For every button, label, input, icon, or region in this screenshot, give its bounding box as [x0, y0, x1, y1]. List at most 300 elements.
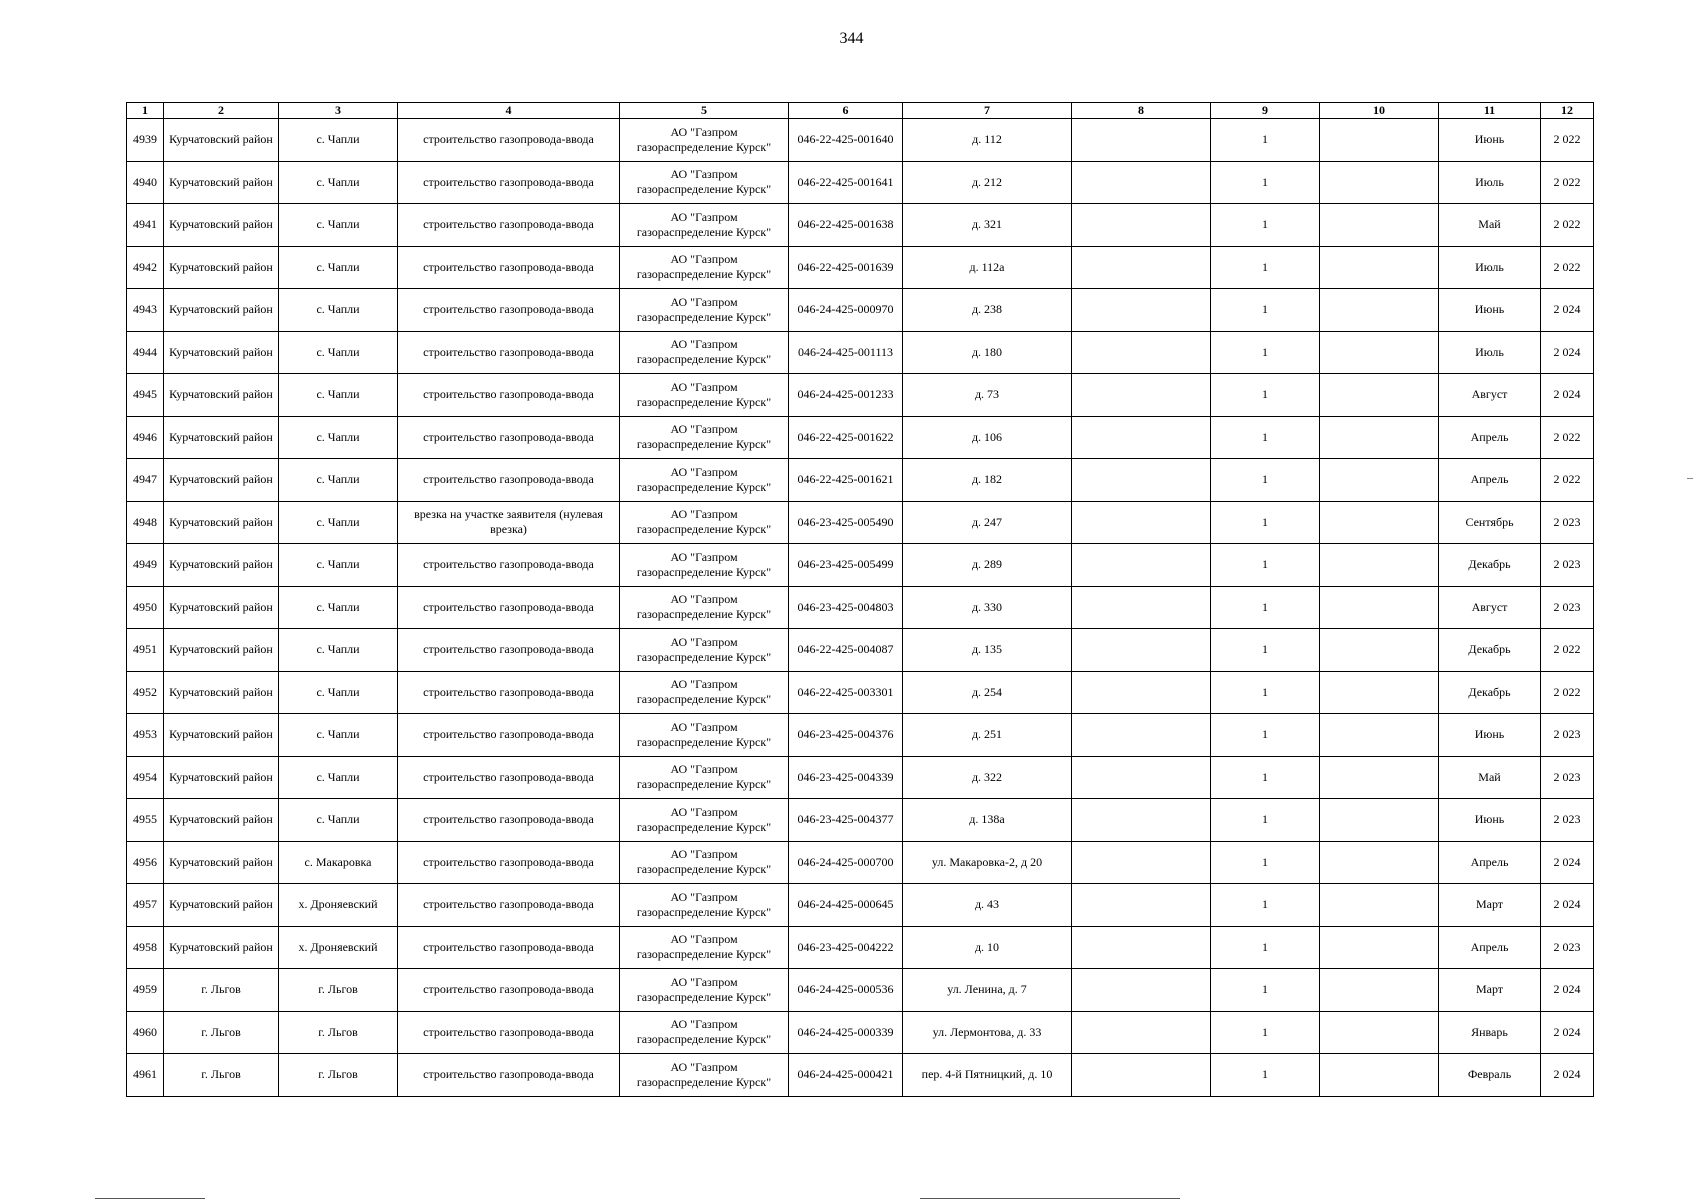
address-cell: д. 112а [903, 246, 1072, 289]
work-type-cell: строительство газопровода-ввода [398, 459, 620, 502]
quantity-cell: 1 [1211, 1011, 1320, 1054]
application-code-cell: 046-22-425-001621 [789, 459, 903, 502]
application-code-cell: 046-23-425-005499 [789, 544, 903, 587]
quantity-cell: 1 [1211, 1054, 1320, 1097]
table-row [127, 1054, 1594, 1097]
table-body [127, 119, 1594, 1097]
year-cell: 2 022 [1541, 671, 1594, 714]
locality-cell: с. Чапли [279, 161, 398, 204]
row-number: 4950 [127, 586, 164, 629]
locality-cell: с. Чапли [279, 799, 398, 842]
address-cell: д. 247 [903, 501, 1072, 544]
column-10-cell [1320, 246, 1439, 289]
column-header: 4 [398, 103, 620, 119]
column-10-cell [1320, 374, 1439, 417]
district-cell: Курчатовский район [164, 161, 279, 204]
work-type-cell: строительство газопровода-ввода [398, 714, 620, 757]
month-cell: Июнь [1439, 119, 1541, 162]
month-cell: Март [1439, 884, 1541, 927]
district-cell: Курчатовский район [164, 799, 279, 842]
organization-cell: АО "Газпром газораспределение Курск" [620, 459, 789, 502]
district-cell: Курчатовский район [164, 926, 279, 969]
month-cell: Июль [1439, 331, 1541, 374]
locality-cell: х. Дроняевский [279, 926, 398, 969]
column-10-cell [1320, 969, 1439, 1012]
quantity-cell: 1 [1211, 459, 1320, 502]
organization-cell: АО "Газпром газораспределение Курск" [620, 289, 789, 332]
column-8-cell [1072, 714, 1211, 757]
work-type-cell: строительство газопровода-ввода [398, 671, 620, 714]
table-row [127, 799, 1594, 842]
locality-cell: с. Чапли [279, 331, 398, 374]
row-number: 4957 [127, 884, 164, 927]
work-type-cell: строительство газопровода-ввода [398, 204, 620, 247]
column-10-cell [1320, 671, 1439, 714]
address-cell: д. 212 [903, 161, 1072, 204]
column-8-cell [1072, 756, 1211, 799]
organization-cell: АО "Газпром газораспределение Курск" [620, 926, 789, 969]
application-code-cell: 046-22-425-001640 [789, 119, 903, 162]
row-number: 4946 [127, 416, 164, 459]
address-cell: ул. Ленина, д. 7 [903, 969, 1072, 1012]
year-cell: 2 022 [1541, 246, 1594, 289]
column-10-cell [1320, 586, 1439, 629]
row-number: 4939 [127, 119, 164, 162]
row-number: 4941 [127, 204, 164, 247]
table-row [127, 671, 1594, 714]
month-cell: Декабрь [1439, 544, 1541, 587]
work-type-cell: строительство газопровода-ввода [398, 799, 620, 842]
organization-cell: АО "Газпром газораспределение Курск" [620, 501, 789, 544]
month-cell: Февраль [1439, 1054, 1541, 1097]
month-cell: Декабрь [1439, 671, 1541, 714]
month-cell: Август [1439, 374, 1541, 417]
column-10-cell [1320, 459, 1439, 502]
district-cell: г. Льгов [164, 1011, 279, 1054]
column-10-cell [1320, 416, 1439, 459]
work-type-cell: строительство газопровода-ввода [398, 416, 620, 459]
locality-cell: с. Чапли [279, 416, 398, 459]
table-row [127, 246, 1594, 289]
year-cell: 2 022 [1541, 629, 1594, 672]
year-cell: 2 024 [1541, 969, 1594, 1012]
district-cell: Курчатовский район [164, 671, 279, 714]
locality-cell: г. Льгов [279, 969, 398, 1012]
application-code-cell: 046-23-425-004376 [789, 714, 903, 757]
district-cell: Курчатовский район [164, 629, 279, 672]
row-number: 4961 [127, 1054, 164, 1097]
address-cell: д. 135 [903, 629, 1072, 672]
work-type-cell: строительство газопровода-ввода [398, 374, 620, 417]
work-type-cell: строительство газопровода-ввода [398, 1054, 620, 1097]
table-row [127, 884, 1594, 927]
quantity-cell: 1 [1211, 374, 1320, 417]
address-cell: пер. 4-й Пятницкий, д. 10 [903, 1054, 1072, 1097]
year-cell: 2 024 [1541, 841, 1594, 884]
district-cell: Курчатовский район [164, 586, 279, 629]
table-row [127, 969, 1594, 1012]
column-10-cell [1320, 204, 1439, 247]
district-cell: Курчатовский район [164, 289, 279, 332]
table-row [127, 926, 1594, 969]
address-cell: д. 238 [903, 289, 1072, 332]
work-type-cell: строительство газопровода-ввода [398, 246, 620, 289]
application-code-cell: 046-22-425-001641 [789, 161, 903, 204]
address-cell: ул. Макаровка-2, д 20 [903, 841, 1072, 884]
district-cell: Курчатовский район [164, 884, 279, 927]
address-cell: д. 112 [903, 119, 1072, 162]
address-cell: д. 138а [903, 799, 1072, 842]
year-cell: 2 024 [1541, 884, 1594, 927]
column-header: 11 [1439, 103, 1541, 119]
registry-table [126, 102, 1594, 1097]
column-header: 12 [1541, 103, 1594, 119]
application-code-cell: 046-23-425-004377 [789, 799, 903, 842]
locality-cell: с. Чапли [279, 629, 398, 672]
district-cell: Курчатовский район [164, 756, 279, 799]
year-cell: 2 023 [1541, 799, 1594, 842]
quantity-cell: 1 [1211, 544, 1320, 587]
column-8-cell [1072, 246, 1211, 289]
month-cell: Апрель [1439, 926, 1541, 969]
column-header: 1 [127, 103, 164, 119]
table-row [127, 1011, 1594, 1054]
header-row [127, 103, 1594, 119]
year-cell: 2 024 [1541, 289, 1594, 332]
address-cell: д. 322 [903, 756, 1072, 799]
address-cell: д. 106 [903, 416, 1072, 459]
locality-cell: с. Чапли [279, 544, 398, 587]
column-10-cell [1320, 331, 1439, 374]
address-cell: д. 73 [903, 374, 1072, 417]
quantity-cell: 1 [1211, 799, 1320, 842]
address-cell: д. 321 [903, 204, 1072, 247]
month-cell: Май [1439, 204, 1541, 247]
application-code-cell: 046-22-425-001622 [789, 416, 903, 459]
month-cell: Апрель [1439, 459, 1541, 502]
year-cell: 2 022 [1541, 204, 1594, 247]
quantity-cell: 1 [1211, 714, 1320, 757]
month-cell: Май [1439, 756, 1541, 799]
table-row [127, 501, 1594, 544]
address-cell: д. 254 [903, 671, 1072, 714]
column-8-cell [1072, 501, 1211, 544]
column-8-cell [1072, 1054, 1211, 1097]
organization-cell: АО "Газпром газораспределение Курск" [620, 374, 789, 417]
application-code-cell: 046-23-425-005490 [789, 501, 903, 544]
application-code-cell: 046-24-425-000339 [789, 1011, 903, 1054]
column-header: 6 [789, 103, 903, 119]
work-type-cell: строительство газопровода-ввода [398, 1011, 620, 1054]
quantity-cell: 1 [1211, 671, 1320, 714]
quantity-cell: 1 [1211, 586, 1320, 629]
column-8-cell [1072, 331, 1211, 374]
row-number: 4949 [127, 544, 164, 587]
quantity-cell: 1 [1211, 119, 1320, 162]
column-10-cell [1320, 1054, 1439, 1097]
quantity-cell: 1 [1211, 331, 1320, 374]
organization-cell: АО "Газпром газораспределение Курск" [620, 544, 789, 587]
row-number: 4953 [127, 714, 164, 757]
row-number: 4945 [127, 374, 164, 417]
application-code-cell: 046-24-425-001233 [789, 374, 903, 417]
scan-tick-mark [1687, 478, 1693, 479]
locality-cell: с. Чапли [279, 246, 398, 289]
column-10-cell [1320, 884, 1439, 927]
district-cell: Курчатовский район [164, 714, 279, 757]
column-header: 8 [1072, 103, 1211, 119]
column-8-cell [1072, 969, 1211, 1012]
district-cell: г. Льгов [164, 969, 279, 1012]
column-10-cell [1320, 799, 1439, 842]
month-cell: Июнь [1439, 289, 1541, 332]
column-10-cell [1320, 841, 1439, 884]
locality-cell: с. Чапли [279, 671, 398, 714]
district-cell: Курчатовский район [164, 204, 279, 247]
scan-edge-mark [95, 1198, 205, 1199]
table-row [127, 161, 1594, 204]
work-type-cell: строительство газопровода-ввода [398, 586, 620, 629]
address-cell: ул. Лермонтова, д. 33 [903, 1011, 1072, 1054]
column-8-cell [1072, 671, 1211, 714]
application-code-cell: 046-22-425-003301 [789, 671, 903, 714]
quantity-cell: 1 [1211, 501, 1320, 544]
organization-cell: АО "Газпром газораспределение Курск" [620, 586, 789, 629]
application-code-cell: 046-23-425-004222 [789, 926, 903, 969]
row-number: 4943 [127, 289, 164, 332]
organization-cell: АО "Газпром газораспределение Курск" [620, 331, 789, 374]
address-cell: д. 43 [903, 884, 1072, 927]
column-10-cell [1320, 544, 1439, 587]
row-number: 4954 [127, 756, 164, 799]
column-header: 3 [279, 103, 398, 119]
page-number: 344 [839, 30, 864, 47]
quantity-cell: 1 [1211, 629, 1320, 672]
organization-cell: АО "Газпром газораспределение Курск" [620, 714, 789, 757]
application-code-cell: 046-24-425-000700 [789, 841, 903, 884]
work-type-cell: строительство газопровода-ввода [398, 544, 620, 587]
locality-cell: х. Дроняевский [279, 884, 398, 927]
work-type-cell: строительство газопровода-ввода [398, 161, 620, 204]
month-cell: Декабрь [1439, 629, 1541, 672]
organization-cell: АО "Газпром газораспределение Курск" [620, 161, 789, 204]
locality-cell: с. Чапли [279, 714, 398, 757]
column-10-cell [1320, 926, 1439, 969]
application-code-cell: 046-24-425-000421 [789, 1054, 903, 1097]
district-cell: Курчатовский район [164, 841, 279, 884]
quantity-cell: 1 [1211, 289, 1320, 332]
work-type-cell: строительство газопровода-ввода [398, 841, 620, 884]
row-number: 4942 [127, 246, 164, 289]
column-10-cell [1320, 289, 1439, 332]
district-cell: Курчатовский район [164, 459, 279, 502]
column-8-cell [1072, 544, 1211, 587]
organization-cell: АО "Газпром газораспределение Курск" [620, 246, 789, 289]
locality-cell: с. Чапли [279, 756, 398, 799]
year-cell: 2 024 [1541, 1054, 1594, 1097]
address-cell: д. 330 [903, 586, 1072, 629]
district-cell: Курчатовский район [164, 544, 279, 587]
work-type-cell: строительство газопровода-ввода [398, 119, 620, 162]
row-number: 4959 [127, 969, 164, 1012]
table-row [127, 544, 1594, 587]
work-type-cell: врезка на участке заявителя (нулевая врезка) [398, 501, 620, 544]
column-header: 9 [1211, 103, 1320, 119]
column-10-cell [1320, 501, 1439, 544]
column-8-cell [1072, 884, 1211, 927]
year-cell: 2 024 [1541, 374, 1594, 417]
column-8-cell [1072, 799, 1211, 842]
row-number: 4947 [127, 459, 164, 502]
organization-cell: АО "Газпром газораспределение Курск" [620, 671, 789, 714]
district-cell: Курчатовский район [164, 374, 279, 417]
locality-cell: с. Чапли [279, 586, 398, 629]
year-cell: 2 023 [1541, 926, 1594, 969]
column-8-cell [1072, 459, 1211, 502]
organization-cell: АО "Газпром газораспределение Курск" [620, 119, 789, 162]
month-cell: Март [1439, 969, 1541, 1012]
year-cell: 2 022 [1541, 161, 1594, 204]
locality-cell: с. Чапли [279, 459, 398, 502]
table-row [127, 756, 1594, 799]
column-header: 7 [903, 103, 1072, 119]
district-cell: Курчатовский район [164, 416, 279, 459]
application-code-cell: 046-22-425-001639 [789, 246, 903, 289]
column-10-cell [1320, 161, 1439, 204]
application-code-cell: 046-24-425-001113 [789, 331, 903, 374]
month-cell: Январь [1439, 1011, 1541, 1054]
work-type-cell: строительство газопровода-ввода [398, 629, 620, 672]
year-cell: 2 022 [1541, 119, 1594, 162]
month-cell: Август [1439, 586, 1541, 629]
table-row [127, 119, 1594, 162]
application-code-cell: 046-23-425-004339 [789, 756, 903, 799]
application-code-cell: 046-24-425-000645 [789, 884, 903, 927]
column-header: 2 [164, 103, 279, 119]
table-row [127, 629, 1594, 672]
application-code-cell: 046-24-425-000536 [789, 969, 903, 1012]
column-8-cell [1072, 586, 1211, 629]
address-cell: д. 10 [903, 926, 1072, 969]
column-10-cell [1320, 119, 1439, 162]
organization-cell: АО "Газпром газораспределение Курск" [620, 969, 789, 1012]
column-header: 5 [620, 103, 789, 119]
organization-cell: АО "Газпром газораспределение Курск" [620, 416, 789, 459]
locality-cell: с. Чапли [279, 119, 398, 162]
address-cell: д. 182 [903, 459, 1072, 502]
month-cell: Апрель [1439, 416, 1541, 459]
year-cell: 2 023 [1541, 586, 1594, 629]
quantity-cell: 1 [1211, 756, 1320, 799]
row-number: 4958 [127, 926, 164, 969]
table-row [127, 289, 1594, 332]
column-8-cell [1072, 204, 1211, 247]
table-row [127, 586, 1594, 629]
column-8-cell [1072, 1011, 1211, 1054]
row-number: 4956 [127, 841, 164, 884]
district-cell: Курчатовский район [164, 331, 279, 374]
year-cell: 2 023 [1541, 756, 1594, 799]
year-cell: 2 024 [1541, 331, 1594, 374]
column-10-cell [1320, 1011, 1439, 1054]
quantity-cell: 1 [1211, 841, 1320, 884]
row-number: 4952 [127, 671, 164, 714]
table-row [127, 374, 1594, 417]
row-number: 4948 [127, 501, 164, 544]
work-type-cell: строительство газопровода-ввода [398, 969, 620, 1012]
row-number: 4944 [127, 331, 164, 374]
address-cell: д. 251 [903, 714, 1072, 757]
year-cell: 2 024 [1541, 1011, 1594, 1054]
month-cell: Июнь [1439, 714, 1541, 757]
address-cell: д. 289 [903, 544, 1072, 587]
scan-edge-mark [920, 1198, 1180, 1199]
month-cell: Июль [1439, 246, 1541, 289]
locality-cell: с. Чапли [279, 374, 398, 417]
row-number: 4951 [127, 629, 164, 672]
quantity-cell: 1 [1211, 246, 1320, 289]
district-cell: Курчатовский район [164, 501, 279, 544]
organization-cell: АО "Газпром газораспределение Курск" [620, 884, 789, 927]
column-8-cell [1072, 841, 1211, 884]
work-type-cell: строительство газопровода-ввода [398, 331, 620, 374]
table-row [127, 841, 1594, 884]
column-10-cell [1320, 629, 1439, 672]
row-number: 4940 [127, 161, 164, 204]
application-code-cell: 046-23-425-004803 [789, 586, 903, 629]
column-8-cell [1072, 416, 1211, 459]
month-cell: Июнь [1439, 799, 1541, 842]
application-code-cell: 046-22-425-001638 [789, 204, 903, 247]
table-row [127, 459, 1594, 502]
work-type-cell: строительство газопровода-ввода [398, 289, 620, 332]
table-row [127, 204, 1594, 247]
work-type-cell: строительство газопровода-ввода [398, 756, 620, 799]
month-cell: Апрель [1439, 841, 1541, 884]
year-cell: 2 023 [1541, 544, 1594, 587]
work-type-cell: строительство газопровода-ввода [398, 884, 620, 927]
district-cell: Курчатовский район [164, 246, 279, 289]
organization-cell: АО "Газпром газораспределение Курск" [620, 1011, 789, 1054]
quantity-cell: 1 [1211, 204, 1320, 247]
organization-cell: АО "Газпром газораспределение Курск" [620, 841, 789, 884]
month-cell: Июль [1439, 161, 1541, 204]
year-cell: 2 023 [1541, 714, 1594, 757]
month-cell: Сентябрь [1439, 501, 1541, 544]
year-cell: 2 022 [1541, 459, 1594, 502]
quantity-cell: 1 [1211, 884, 1320, 927]
district-cell: г. Льгов [164, 1054, 279, 1097]
year-cell: 2 023 [1541, 501, 1594, 544]
row-number: 4955 [127, 799, 164, 842]
table-row [127, 714, 1594, 757]
district-cell: Курчатовский район [164, 119, 279, 162]
locality-cell: с. Чапли [279, 289, 398, 332]
column-8-cell [1072, 926, 1211, 969]
year-cell: 2 022 [1541, 416, 1594, 459]
table-row [127, 416, 1594, 459]
column-8-cell [1072, 119, 1211, 162]
organization-cell: АО "Газпром газораспределение Курск" [620, 1054, 789, 1097]
column-8-cell [1072, 289, 1211, 332]
table-row [127, 331, 1594, 374]
organization-cell: АО "Газпром газораспределение Курск" [620, 799, 789, 842]
row-number: 4960 [127, 1011, 164, 1054]
quantity-cell: 1 [1211, 161, 1320, 204]
organization-cell: АО "Газпром газораспределение Курск" [620, 756, 789, 799]
locality-cell: г. Льгов [279, 1011, 398, 1054]
locality-cell: с. Чапли [279, 204, 398, 247]
